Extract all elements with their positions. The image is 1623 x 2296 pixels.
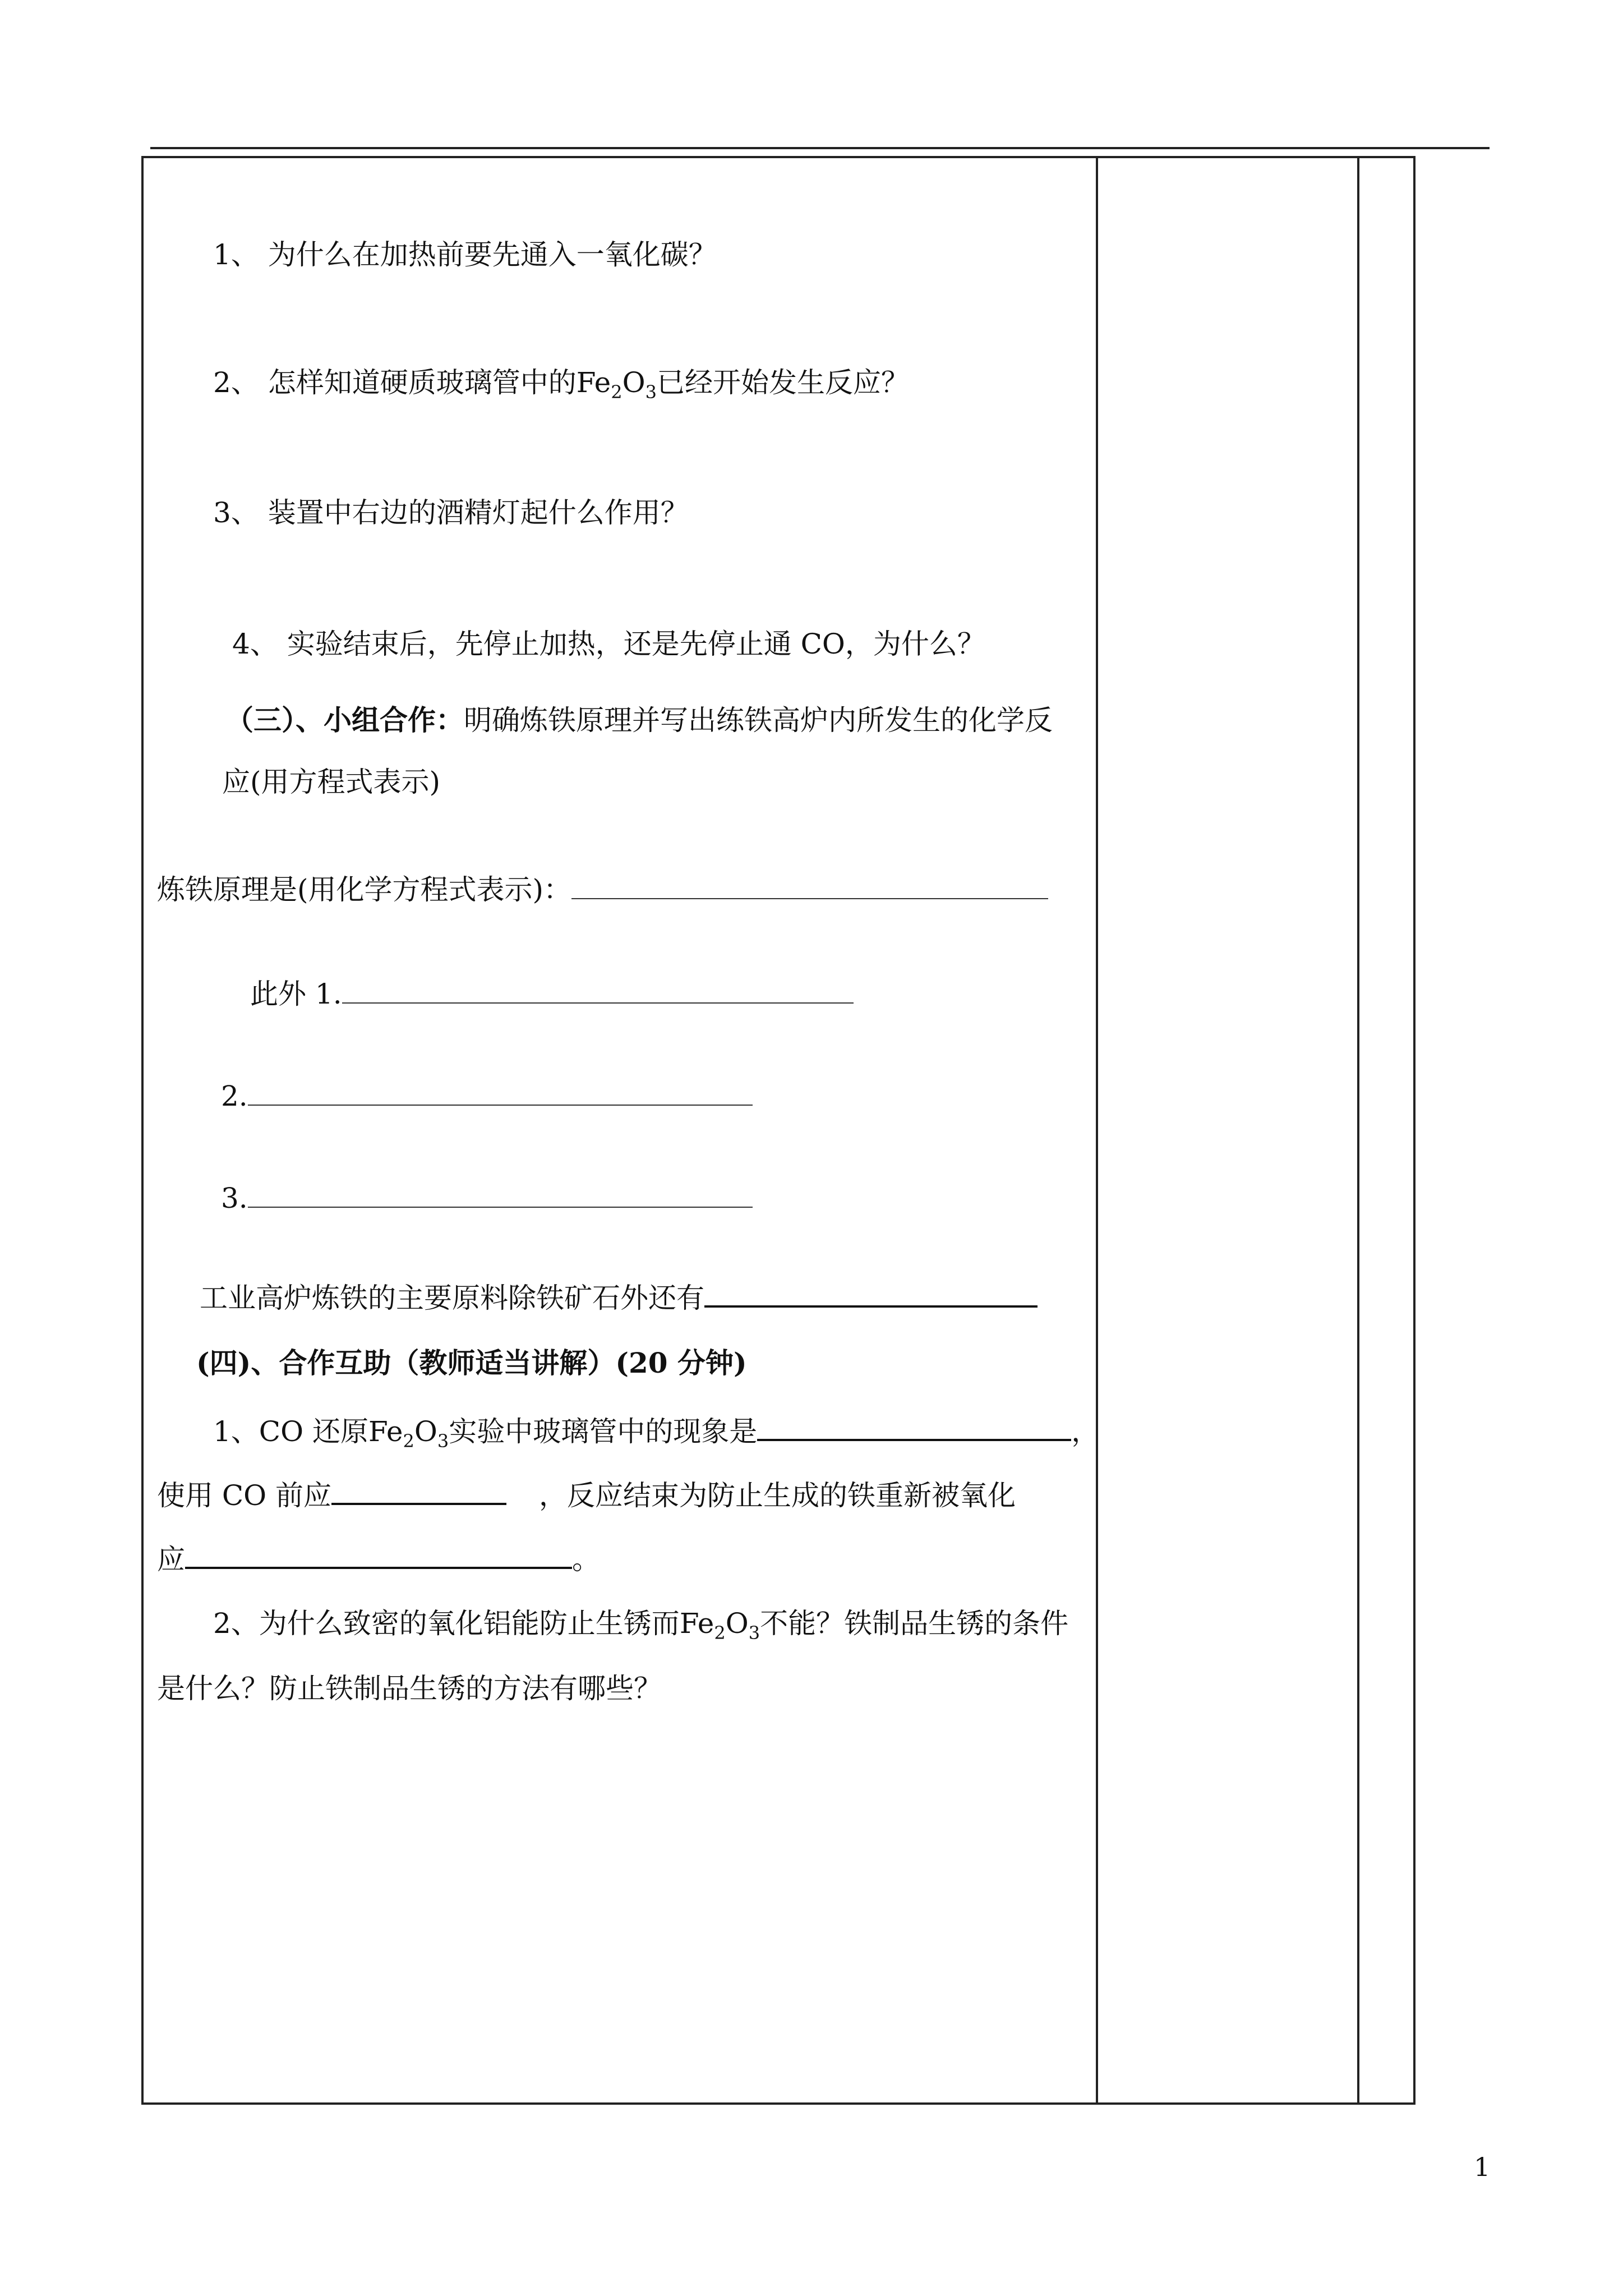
question-4: 4、 实验结束后，先停止加热，还是先停止通 CO，为什么？ <box>232 628 985 660</box>
worksheet-table <box>141 156 1415 2105</box>
besides-line <box>250 977 854 1011</box>
section-3-line-2: 应(用方程式表示) <box>222 766 441 798</box>
fe2o3-formula: $Fe_2O_3$ <box>368 1415 449 1452</box>
fe2o3-formula: $Fe_2O_3$ <box>576 366 657 403</box>
besides-blank-3[interactable] <box>248 1184 753 1208</box>
before-co-blank[interactable] <box>331 1480 506 1505</box>
section-4-p1-line-2 <box>157 1479 1016 1512</box>
section-3-heading: （三）、小组合作： <box>225 703 464 737</box>
section-3-text: 明确炼铁原理并写出练铁高炉内所发生的化学反 <box>464 704 1053 737</box>
item-2-label: 2. <box>221 1080 248 1112</box>
phenomenon-blank[interactable] <box>757 1416 1071 1441</box>
p1-text-b: 实验中玻璃管中的现象是 <box>449 1415 758 1448</box>
p1-text-a: 1、CO 还原 <box>213 1415 368 1448</box>
after-reaction-blank[interactable] <box>185 1544 572 1569</box>
question-1: 1、 为什么在加热前要先通入一氧化碳？ <box>213 238 717 271</box>
question-2-text: 2、 怎样知道硬质玻璃管中的 <box>213 366 577 399</box>
principle-line <box>157 873 1048 907</box>
question-3: 3、 装置中右边的酒精灯起什么作用？ <box>213 496 689 529</box>
section-3-line-1 <box>225 703 1053 737</box>
besides-blank-1[interactable] <box>342 980 854 1004</box>
item-3-line <box>221 1181 753 1215</box>
item-3-label: 3. <box>221 1182 248 1214</box>
p1-text-c: 使用 CO 前应 <box>157 1479 332 1512</box>
p1-text-d: ，反应结束为防止生成的铁重新被氧化 <box>539 1479 1016 1512</box>
principle-blank[interactable] <box>571 876 1048 899</box>
section-4-p2-line-1 <box>213 1607 1069 1644</box>
question-2 <box>213 366 909 403</box>
section-4-p1-line-1 <box>213 1415 1100 1452</box>
p2-text-a: 2、为什么致密的氧化铝能防止生锈而 <box>213 1607 680 1640</box>
besides-label: 此外 1. <box>250 978 342 1010</box>
besides-blank-2[interactable] <box>248 1082 753 1106</box>
p1-period: 。 <box>572 1543 600 1576</box>
p1-text-e: 应 <box>157 1543 185 1576</box>
p1-comma: ， <box>1071 1415 1100 1448</box>
industry-text: 工业高炉炼铁的主要原料除铁矿石外还有 <box>200 1282 704 1314</box>
industry-blank[interactable] <box>704 1283 1038 1308</box>
table-divider-1 <box>1096 156 1098 2105</box>
principle-label: 炼铁原理是(用化学方程式表示)： <box>157 873 572 906</box>
question-2-tail: 已经开始发生反应？ <box>657 366 909 399</box>
section-4-p2-line-2: 是什么？防止铁制品生锈的方法有哪些？ <box>157 1672 662 1705</box>
header-rule <box>150 147 1490 149</box>
p2-text-b: 不能？铁制品生锈的条件 <box>760 1607 1069 1640</box>
page-number: 1 <box>1474 2152 1491 2182</box>
item-2-line <box>221 1079 753 1113</box>
section-4-p1-line-3 <box>157 1543 600 1576</box>
industry-line <box>200 1281 1038 1315</box>
table-divider-2 <box>1357 156 1359 2105</box>
fe2o3-formula: $Fe_2O_3$ <box>679 1607 760 1644</box>
section-4-heading: (四)、合作互助（教师适当讲解）(20 分钟) <box>196 1346 747 1379</box>
